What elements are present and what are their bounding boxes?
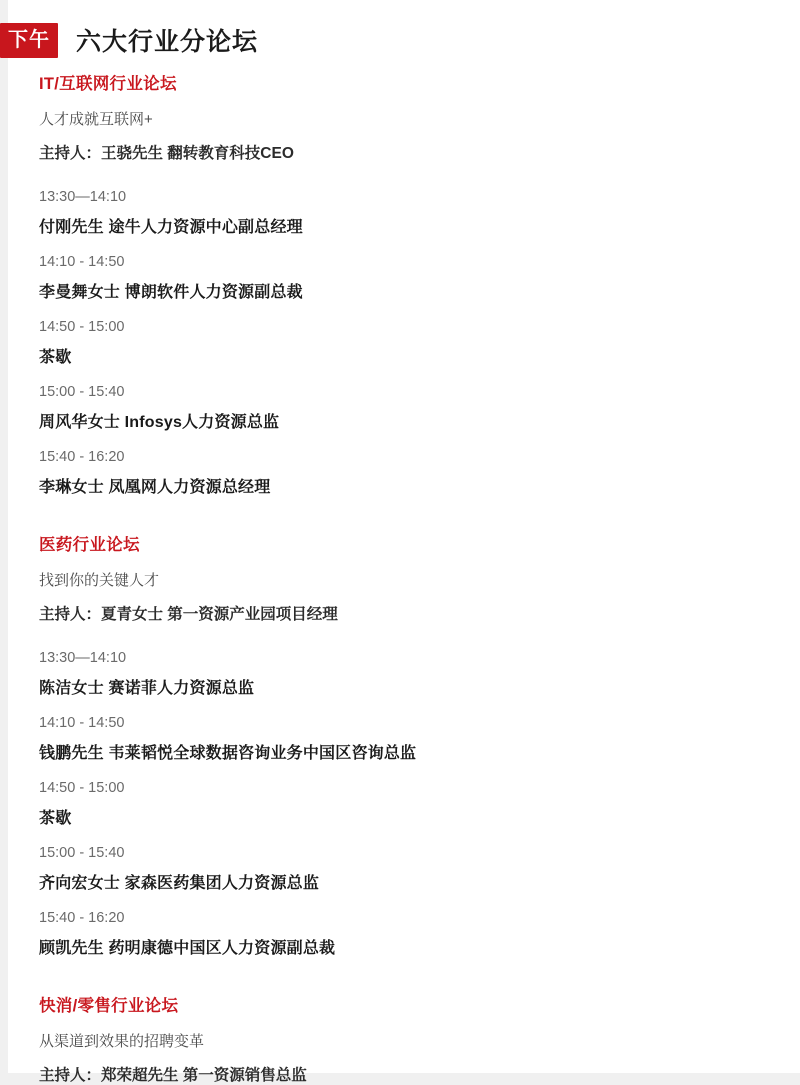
forum-host: 主持人：王骁先生 翻转教育科技CEO [39,145,294,162]
agenda-time: 14:10 - 14:50 [39,254,125,270]
agenda-list [39,650,780,958]
agenda-time: 13:30—14:10 [39,650,127,666]
agenda-speaker: 顾凯先生 药明康德中国区人力资源副总裁 [39,940,336,957]
forum-title: 医药行业论坛 [39,536,140,554]
forum-block [39,531,780,958]
section-header [8,0,800,70]
agenda-item [39,319,780,367]
agenda-speaker: 李琳女士 凤凰网人力资源总经理 [39,479,271,496]
agenda-speaker: 李曼舞女士 博朗软件人力资源副总裁 [39,284,303,301]
page-title: 六大行业分论坛 [76,28,259,56]
agenda-time: 13:30—14:10 [39,189,127,205]
agenda-item [39,910,780,958]
agenda-speaker: 齐向宏女士 家森医药集团人力资源总监 [39,875,320,892]
agenda-item [39,189,780,237]
agenda-item [39,780,780,828]
agenda-time: 15:00 - 15:40 [39,845,125,861]
agenda-time: 15:00 - 15:40 [39,384,125,400]
agenda-item [39,845,780,893]
agenda-speaker: 付刚先生 途牛人力资源中心副总经理 [39,219,303,236]
forum-subtitle: 人才成就互联网+ [39,111,153,128]
time-period-badge: 下午 [0,23,58,58]
agenda-item [39,449,780,497]
forum-host: 主持人：夏青女士 第一资源产业园项目经理 [39,606,338,623]
agenda-speaker: 茶歇 [39,349,72,366]
agenda-speaker: 茶歇 [39,810,72,827]
agenda-time: 15:40 - 16:20 [39,910,125,926]
agenda-speaker: 周风华女士 Infosys人力资源总监 [39,414,280,431]
agenda-item [39,254,780,302]
forum-title: IT/互联网行业论坛 [39,75,177,93]
forum-host: 主持人：郑荣超先生 第一资源销售总监 [39,1067,307,1084]
agenda-item [39,715,780,763]
forum-list [8,70,800,1085]
forum-block [39,992,780,1085]
agenda-time: 14:10 - 14:50 [39,715,125,731]
agenda-item [39,650,780,698]
agenda-time: 14:50 - 15:00 [39,319,125,335]
agenda-item [39,384,780,432]
agenda-card [8,0,800,1084]
forum-subtitle: 从渠道到效果的招聘变革 [39,1033,205,1050]
agenda-list [39,189,780,497]
agenda-speaker: 陈洁女士 赛诺菲人力资源总监 [39,680,255,697]
agenda-time: 14:50 - 15:00 [39,780,125,796]
forum-block [39,70,780,497]
forum-subtitle: 找到你的关键人才 [39,572,160,589]
agenda-speaker: 钱鹏先生 韦莱韬悦全球数据咨询业务中国区咨询总监 [39,745,417,762]
forum-title: 快消/零售行业论坛 [39,997,179,1015]
agenda-time: 15:40 - 16:20 [39,449,125,465]
